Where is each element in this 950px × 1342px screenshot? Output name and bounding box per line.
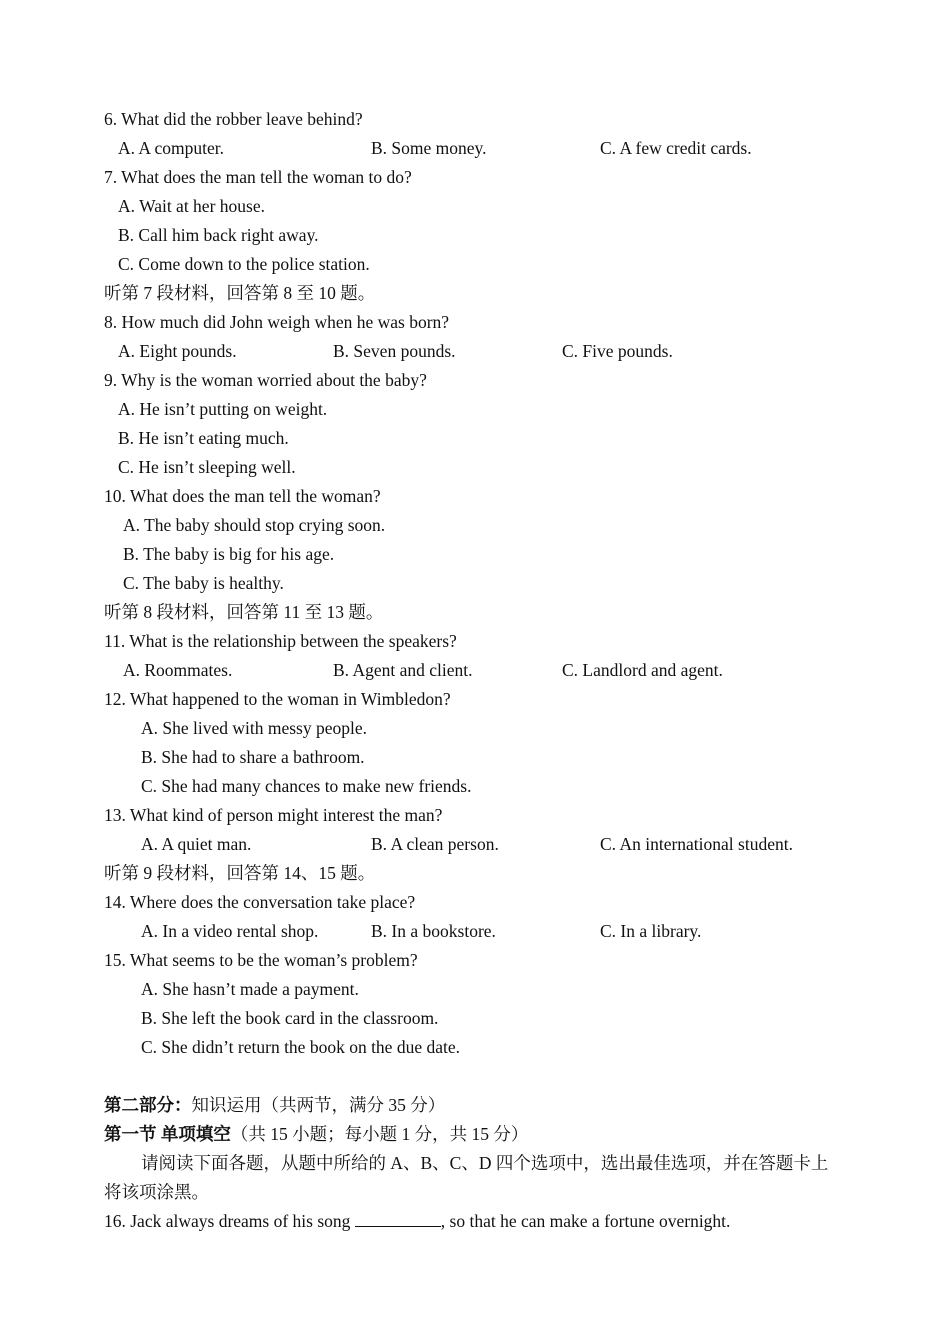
q11-option-c: C. Landlord and agent. (562, 660, 723, 680)
question-16 (104, 1210, 730, 1232)
q6-option-c: C. A few credit cards. (600, 138, 752, 158)
question-7: 7. What does the man tell the woman to do? (104, 167, 412, 187)
q16-text-before: 16. Jack always dreams of his song (104, 1211, 355, 1231)
question-8: 8. How much did John weigh when he was born? (104, 312, 450, 332)
q13-option-c: C. An international student. (600, 834, 793, 854)
q12-option-b: B. She had to share a bathroom. (141, 747, 365, 767)
instructions-line-2: 将该项涂黑。 (104, 1182, 209, 1202)
q13-option-b: B. A clean person. (371, 834, 499, 854)
instructions-line-1: 请阅读下面各题，从题中所给的 A、B、C、D 四个选项中，选出最佳选项，并在答题卡上 (141, 1153, 829, 1173)
question-13: 13. What kind of person might interest the man? (104, 805, 443, 825)
q6-option-b: B. Some money. (371, 138, 487, 158)
q10-option-c: C. The baby is healthy. (123, 573, 284, 593)
q15-option-a: A. She hasn’t made a payment. (141, 979, 359, 999)
part-2-heading (104, 1094, 445, 1116)
question-6: 6. What did the robber leave behind? (104, 109, 363, 129)
part-2-description: 知识运用（共两节，满分 35 分） (191, 1095, 446, 1115)
q13-option-a: A. A quiet man. (141, 834, 252, 854)
question-12: 12. What happened to the woman in Wimbledon? (104, 689, 451, 709)
q7-option-c: C. Come down to the police station. (118, 254, 370, 274)
q9-option-a: A. He isn’t putting on weight. (118, 399, 328, 419)
section-1-heading (104, 1123, 528, 1145)
q16-answer-blank (355, 1211, 441, 1227)
part-2-label: 第二部分： (104, 1095, 192, 1115)
q11-option-b: B. Agent and client. (333, 660, 473, 680)
q16-text-after: , so that he can make a fortune overnight. (440, 1211, 731, 1231)
q8-option-c: C. Five pounds. (562, 341, 673, 361)
q7-option-b: B. Call him back right away. (118, 225, 319, 245)
question-9: 9. Why is the woman worried about the baby? (104, 370, 427, 390)
q15-option-c: C. She didn’t return the book on the due date. (141, 1037, 460, 1057)
section-1-label: 第一节 单项填空 (104, 1124, 231, 1144)
q11-option-a: A. Roommates. (123, 660, 233, 680)
q6-option-a: A. A computer. (118, 138, 224, 158)
section-1-description: （共 15 小题；每小题 1 分，共 15 分） (230, 1124, 529, 1144)
q9-option-b: B. He isn’t eating much. (118, 428, 289, 448)
q8-option-b: B. Seven pounds. (333, 341, 456, 361)
section-7-heading: 听第 7 段材料，回答第 8 至 10 题。 (104, 283, 376, 303)
question-15: 15. What seems to be the woman’s problem? (104, 950, 418, 970)
q8-option-a: A. Eight pounds. (118, 341, 237, 361)
q9-option-c: C. He isn’t sleeping well. (118, 457, 296, 477)
question-11: 11. What is the relationship between the speakers? (104, 631, 457, 651)
q12-option-c: C. She had many chances to make new friends. (141, 776, 472, 796)
q10-option-b: B. The baby is big for his age. (123, 544, 335, 564)
question-14: 14. Where does the conversation take place? (104, 892, 416, 912)
q7-option-a: A. Wait at her house. (118, 196, 265, 216)
q12-option-a: A. She lived with messy people. (141, 718, 368, 738)
question-10: 10. What does the man tell the woman? (104, 486, 381, 506)
q15-option-b: B. She left the book card in the classroom. (141, 1008, 439, 1028)
q14-option-a: A. In a video rental shop. (141, 921, 319, 941)
section-8-heading: 听第 8 段材料，回答第 11 至 13 题。 (104, 602, 384, 622)
q10-option-a: A. The baby should stop crying soon. (123, 515, 386, 535)
q14-option-b: B. In a bookstore. (371, 921, 496, 941)
section-9-heading: 听第 9 段材料，回答第 14、15 题。 (104, 863, 376, 883)
q14-option-c: C. In a library. (600, 921, 702, 941)
